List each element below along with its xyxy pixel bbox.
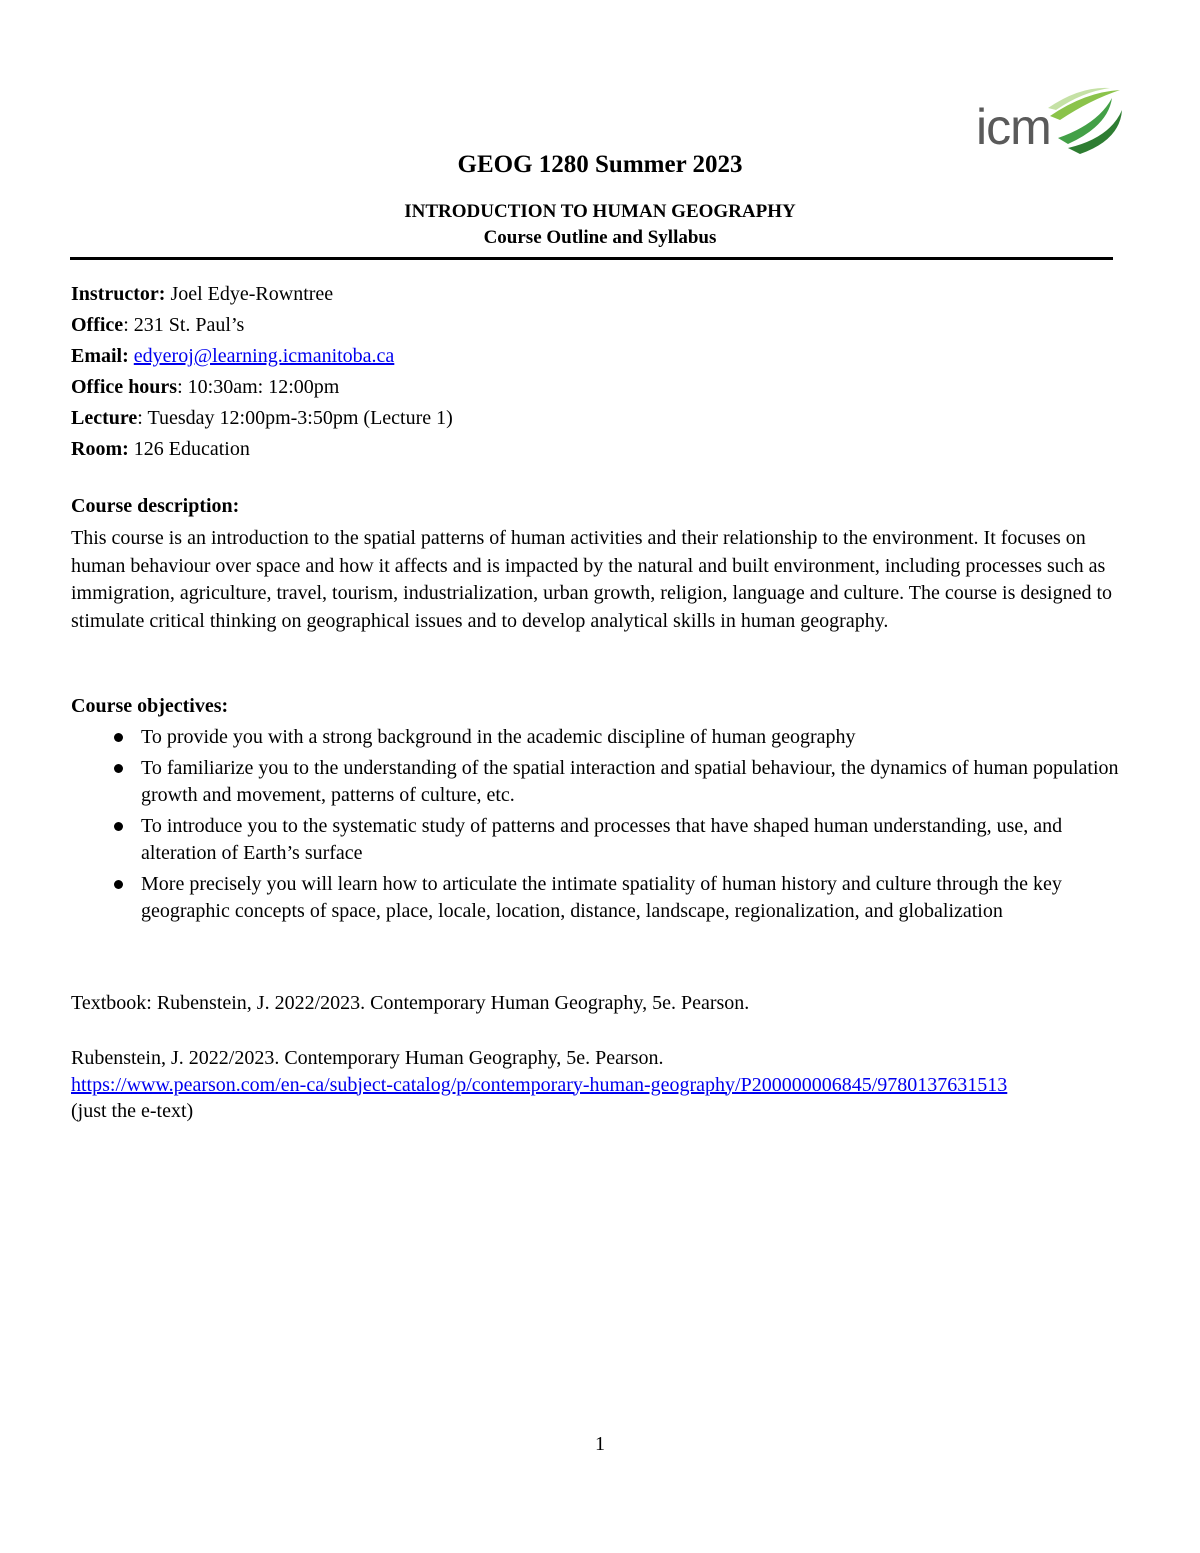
objective-text: To introduce you to the systematic study of patterns and processes that have shaped human understanding, use, and alteration of Earth’s surface — [141, 815, 1063, 864]
textbook-line — [71, 992, 749, 1015]
textbook-value: Rubenstein, J. 2022/2023. Contemporary Human Geography, 5e. Pearson. — [151, 992, 750, 1014]
objective-text: To familiarize you to the understanding of the spatial interaction and spatial behaviour, the dynamics of human population growth and movement, patterns of culture, etc. — [141, 757, 1119, 806]
office-value: : 231 St. Paul’s — [123, 314, 245, 336]
textbook-label: Textbook: — [71, 992, 152, 1014]
instructor-line — [71, 279, 453, 310]
lecture-value: : Tuesday 12:00pm-3:50pm (Lecture 1) — [137, 407, 453, 429]
office-hours-value: : 10:30am: 12:00pm — [177, 376, 340, 398]
reference-note: (just the e-text) — [71, 1100, 194, 1122]
document-type: Course Outline and Syllabus — [483, 227, 717, 248]
objective-text: More precisely you will learn how to articulate the intimate spatiality of human history and culture through the key geographic concepts of space, place, locale, location, distance, landscape, regionalization, and globalization — [141, 873, 1062, 922]
course-description-body: This course is an introduction to the spatial patterns of human activities and their relationship to the environment. It focuses on human behaviour over space and how it affects and is impacted by the natural and built environment, including processes such as immigration, agriculture, travel, tourism, industrialization, urban growth, religion, language and culture. The course is designed to stimulate critical thinking on geographical issues and to develop analytical skills in human geography. — [71, 527, 1113, 632]
header-divider — [70, 257, 1113, 260]
email-link[interactable]: edyeroj@learning.icmanitoba.ca — [133, 345, 395, 367]
instructor-label: Instructor: — [71, 283, 166, 305]
office-label: Office — [71, 314, 124, 336]
reference-citation: Rubenstein, J. 2022/2023. Contemporary Human Geography, 5e. Pearson. — [71, 1047, 664, 1069]
page-number: 1 — [595, 1433, 605, 1455]
email-label: Email: — [71, 345, 129, 367]
lecture-label: Lecture — [71, 407, 138, 429]
objective-item — [71, 813, 1141, 867]
page-title: GEOG 1280 Summer 2023 — [457, 151, 743, 178]
objective-text: To provide you with a strong background in the academic discipline of human geography — [141, 726, 856, 748]
course-objectives-heading: Course objectives: — [71, 695, 229, 717]
course-info-block — [71, 279, 453, 465]
room-label: Room: — [71, 438, 129, 460]
office-hours-label: Office hours — [71, 376, 178, 398]
bullet-icon — [114, 733, 123, 742]
course-description-heading: Course description: — [71, 495, 240, 517]
objective-item — [71, 724, 1141, 751]
room-line — [71, 434, 453, 465]
reference-block — [71, 1045, 1007, 1125]
course-objectives-list — [71, 724, 1141, 929]
reference-url-link[interactable]: https://www.pearson.com/en-ca/subject-catalog/p/contemporary-human-geography/P200000006845/9780137631513 — [71, 1073, 1008, 1096]
lecture-line — [71, 403, 453, 434]
bullet-icon — [114, 880, 123, 889]
bullet-icon — [114, 822, 123, 831]
logo-text: icm — [976, 99, 1051, 155]
office-hours-line — [71, 372, 453, 403]
bullet-icon — [114, 764, 123, 773]
objective-item — [71, 871, 1141, 925]
objective-item — [71, 755, 1141, 809]
email-line — [71, 341, 453, 372]
instructor-value: Joel Edye-Rowntree — [165, 283, 334, 305]
room-value: 126 Education — [128, 438, 250, 460]
office-line — [71, 310, 453, 341]
icm-logo — [970, 78, 1130, 160]
course-name: INTRODUCTION TO HUMAN GEOGRAPHY — [404, 201, 796, 222]
